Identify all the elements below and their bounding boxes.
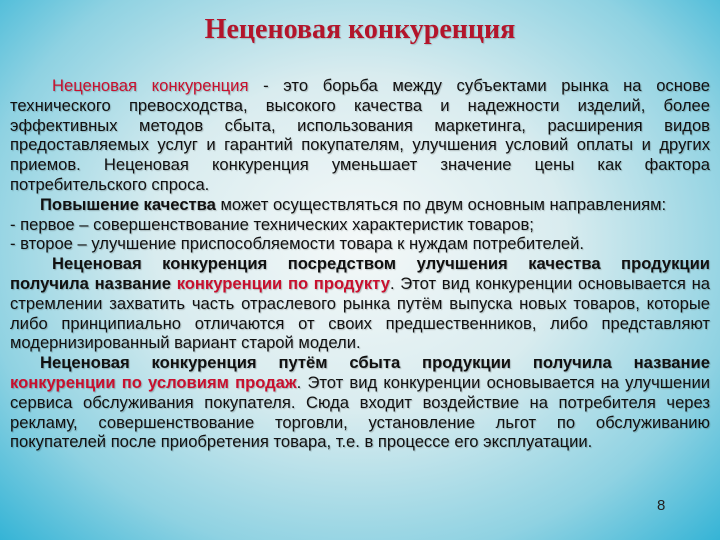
quality-text: может осуществляться по двум основным направлениям: <box>215 194 667 214</box>
term-quality-improvement: Повышение качества <box>40 194 216 214</box>
paragraph-quality <box>10 195 710 215</box>
slide-title: Неценовая конкуренция <box>204 14 516 45</box>
definition-text: - это борьба между субъектами рынка на основе технического превосходства, высокого качества и надежности изделий, более эффективных методов сбыта, использования маркетинга, расширения видов предоставляемых услуг и гарантий покупателям, улучшения условий оплаты и других приемов. Неценовая конкуренция уменьшает значение цены как фактора потребительского спроса. <box>10 76 710 194</box>
paragraph-definition <box>10 76 710 195</box>
slide-body <box>10 76 710 452</box>
list-item: - первое – совершенствование технических характеристик товаров; <box>10 214 534 234</box>
slide-number: 8 <box>657 497 666 514</box>
list-item: - второе – улучшение приспособляемости товара к нуждам потребителей. <box>10 234 584 254</box>
sales-competition-lead: Неценовая конкуренция путём сбыта продукции получила название <box>40 353 710 373</box>
product-competition-text: . Этот вид конкуренции основывается на стремлении захватить часть отраслевого рынка путём выпуска новых товаров, которые либо принципиально отличаются от своих предшественников, либо представляют модернизированный вариант старой модели. <box>10 273 710 353</box>
paragraph-product-competition <box>10 254 710 353</box>
product-competition-lead: Неценовая конкуренция посредством улучшения качества продукции получила название <box>10 254 710 293</box>
paragraph-sales-competition <box>10 353 710 452</box>
term-product-competition: конкуренции по продукту <box>176 273 390 293</box>
term-nonprice-competition: Неценовая конкуренция <box>52 76 249 95</box>
sales-competition-text: . Этот вид конкуренции основывается на улучшении сервиса обслуживания покупателя. Сюда входит воздействие на потребителя через рекламу, совершенствование торговли, установление льгот по обслуживанию покупателей после приобретения товара, т.е. в процессе его эксплуатации. <box>10 372 710 452</box>
term-sales-competition: конкуренции по условиям продаж <box>10 372 297 392</box>
